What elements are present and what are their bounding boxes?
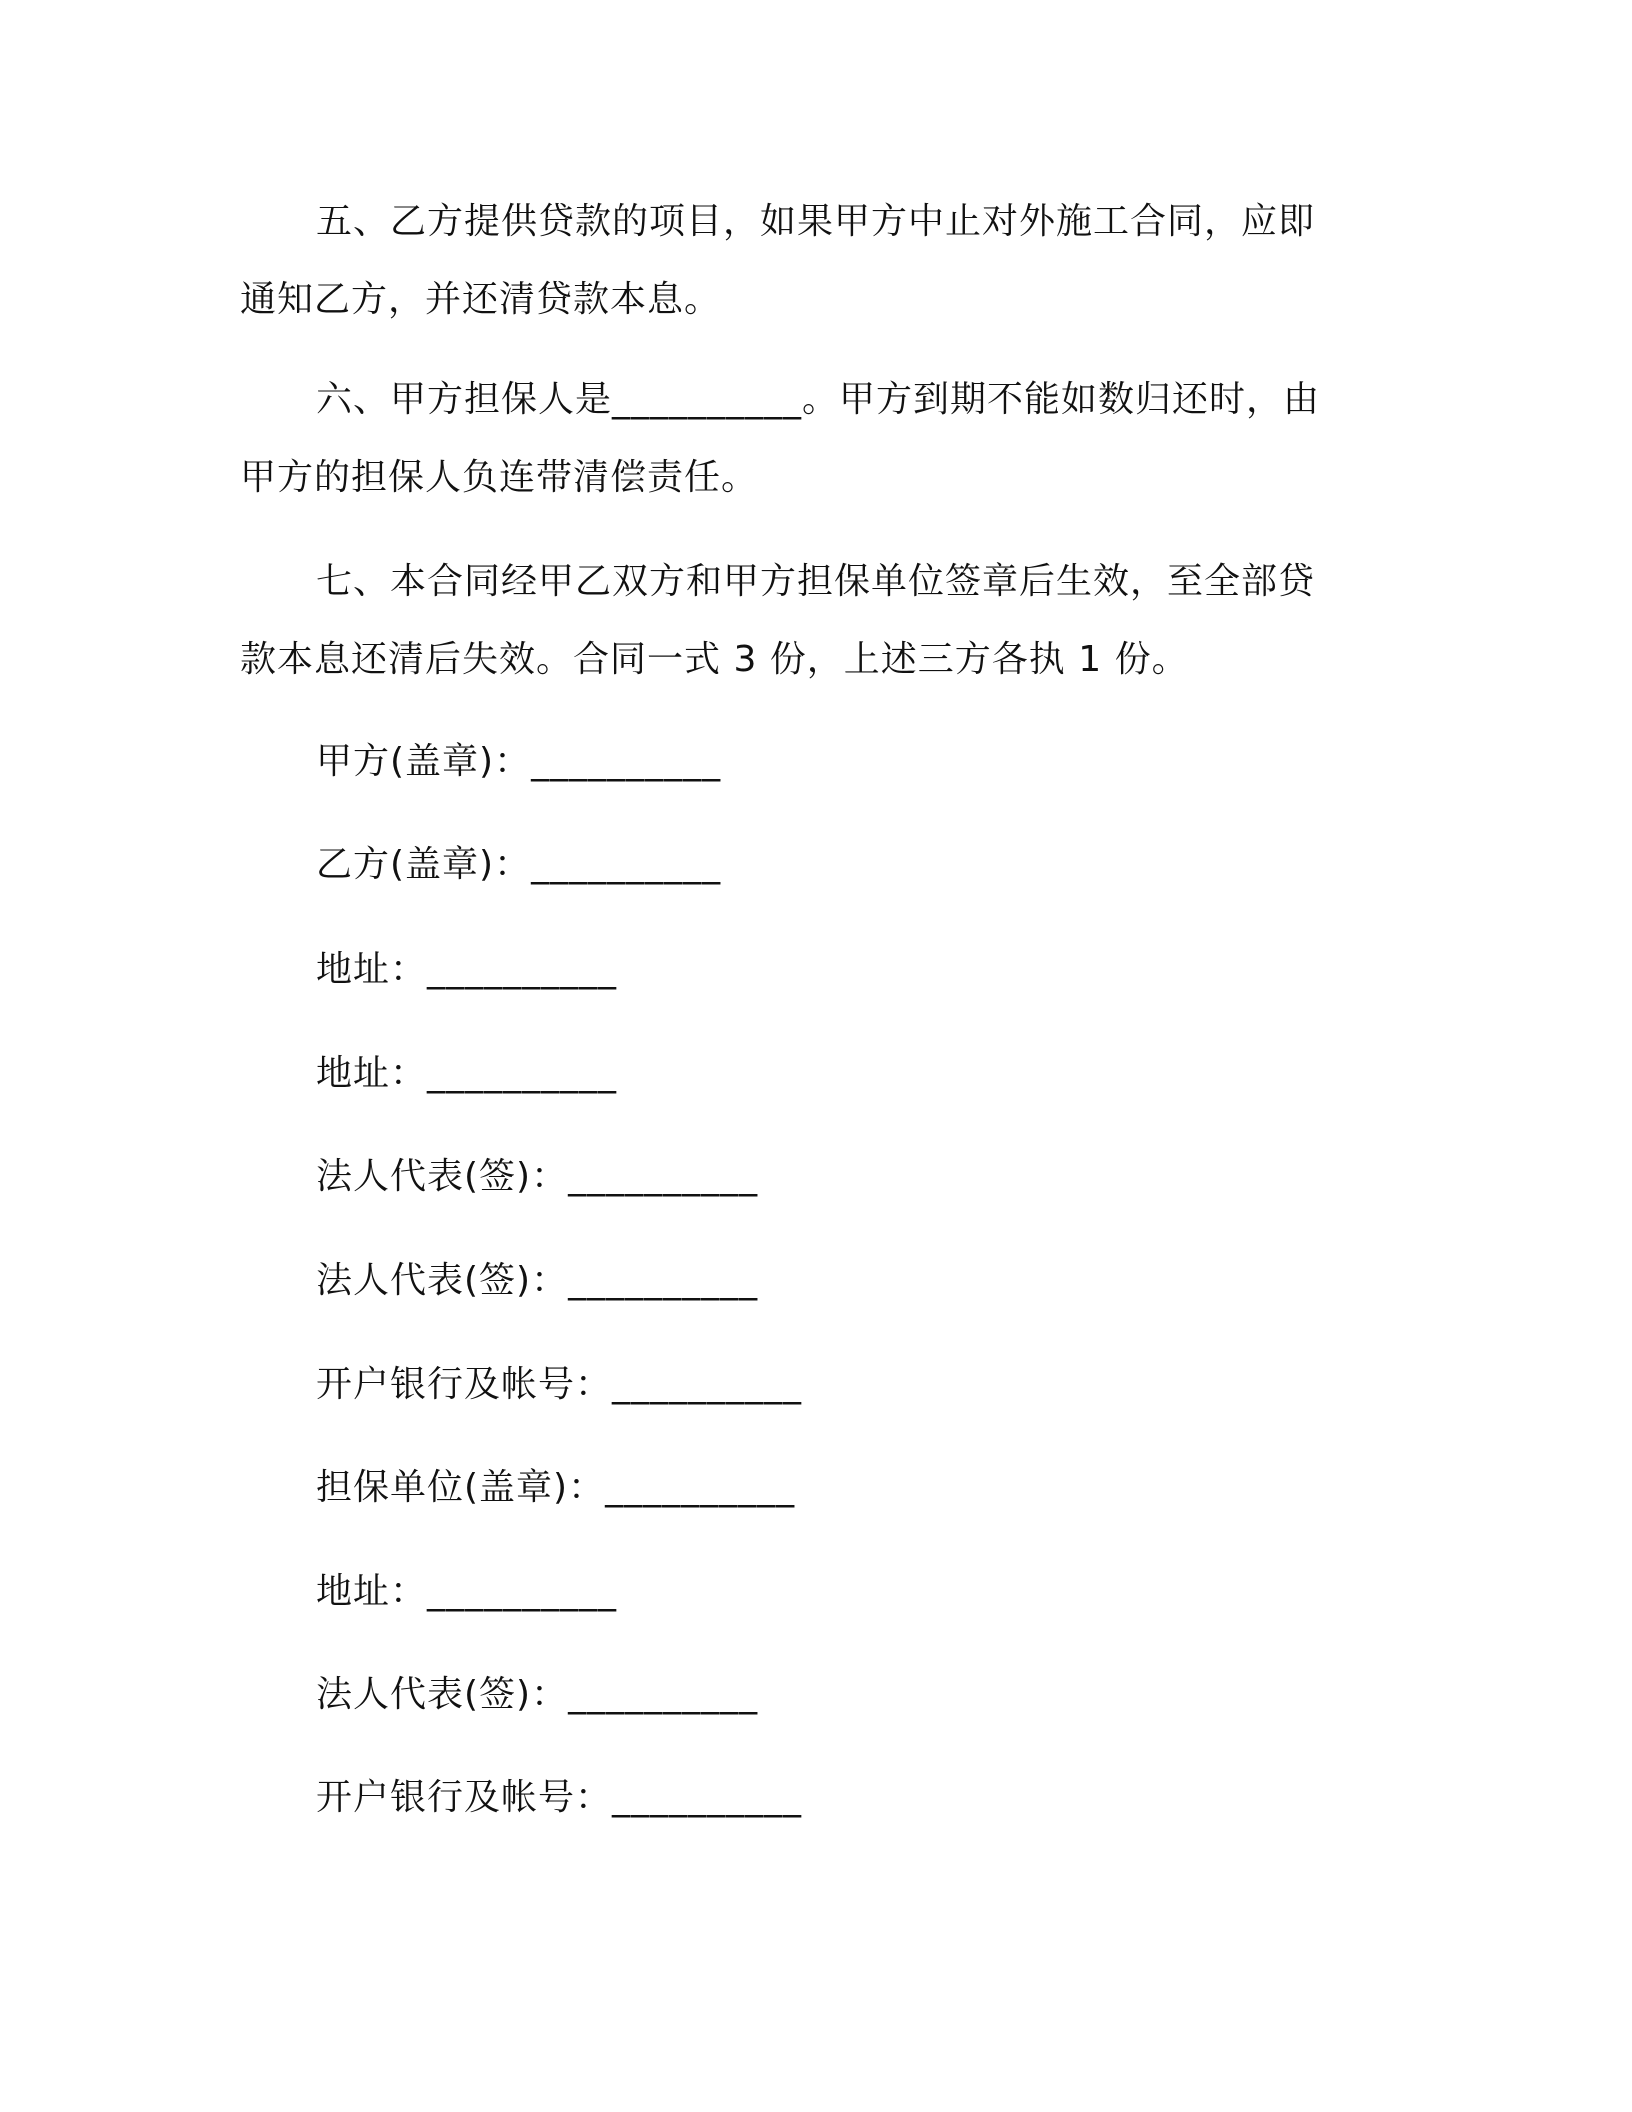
party-a-seal-field: 甲方(盖章)：__________ — [316, 741, 722, 782]
bank-account-field-1: 开户银行及帐号：__________ — [316, 1364, 803, 1405]
legal-rep-signature-field-2: 法人代表(签)：__________ — [316, 1260, 759, 1301]
address-field-2: 地址：__________ — [316, 1053, 618, 1094]
guarantor-seal-field: 担保单位(盖章)：__________ — [316, 1467, 796, 1508]
address-field-1: 地址：__________ — [316, 949, 618, 990]
clause-6: 六、甲方担保人是__________。甲方到期不能如数归还时，由甲方的担保人负连带清偿责任。 — [240, 379, 1321, 498]
clause-5: 五、乙方提供贷款的项目，如果甲方中止对外施工合同，应即通知乙方，并还清贷款本息。 — [240, 201, 1316, 320]
legal-rep-signature-field-3: 法人代表(签)：__________ — [316, 1674, 759, 1715]
address-field-3: 地址：__________ — [316, 1571, 618, 1612]
bank-account-field-2: 开户银行及帐号：__________ — [316, 1777, 803, 1818]
clause-7: 七、本合同经甲乙双方和甲方担保单位签章后生效，至全部贷款本息还清后失效。合同一式 3 份，上述三方各执 1 份。 — [240, 561, 1316, 680]
party-b-seal-field: 乙方(盖章)：__________ — [316, 844, 722, 885]
legal-rep-signature-field-1: 法人代表(签)：__________ — [316, 1156, 759, 1197]
